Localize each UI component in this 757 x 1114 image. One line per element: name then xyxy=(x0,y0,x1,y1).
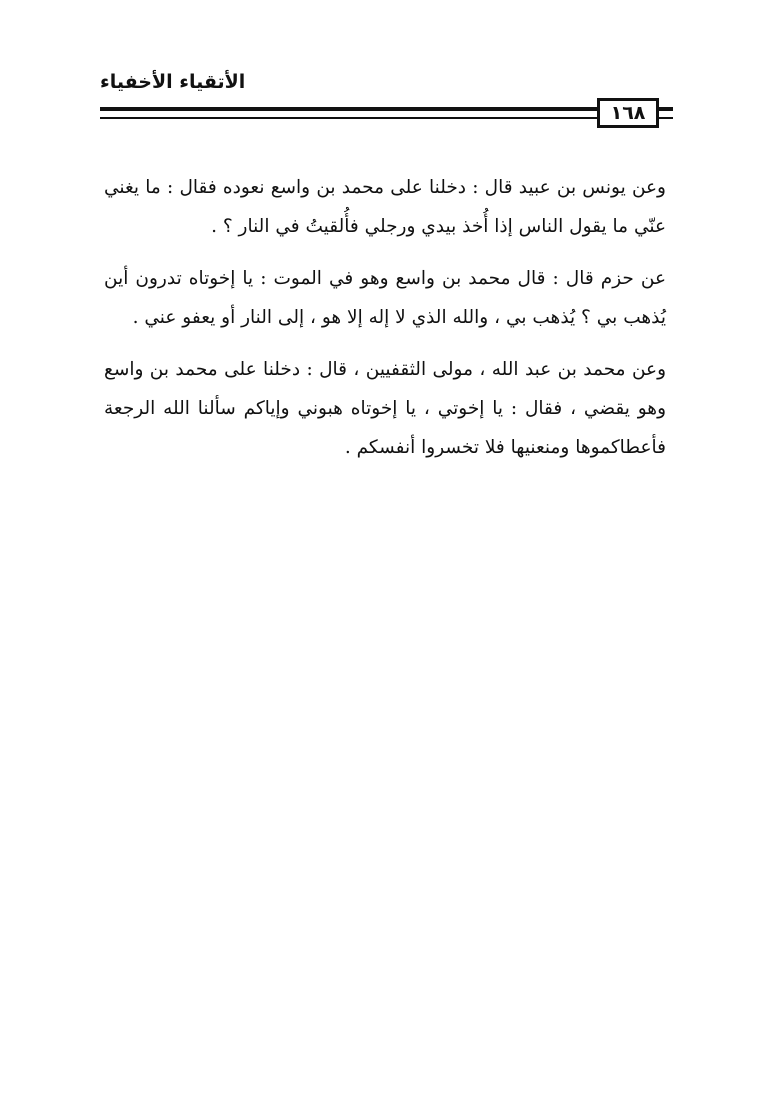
running-title: الأتقياء الأخفياء xyxy=(100,71,246,93)
header-rule-tail-thick xyxy=(659,107,673,111)
paragraph-1: وعن يونس بن عبيد قال : دخلنا على محمد بن واسع نعوده فقال : ما يغني عنّي ما يقول الناس إذا أُخذ بيدي ورجلي فأُلقيتُ في النار ؟ . xyxy=(104,177,666,237)
header-rule-thick xyxy=(100,107,597,111)
page-number: ١٦٨ xyxy=(597,98,659,128)
body-text xyxy=(104,168,666,480)
paragraph-2: عن حزم قال : قال محمد بن واسع وهو في الموت : يا إخوتاه تدرون أين يُذهب بي ؟ يُذهب بي ، والله الذي لا إله إلا هو ، إلى النار أو يعفو عني . xyxy=(104,268,666,328)
header-rule-tail-thin xyxy=(659,117,673,119)
paragraph-3: وعن محمد بن عبد الله ، مولى الثقفيين ، قال : دخلنا على محمد بن واسع وهو يقضي ، فقال : يا إخوتي ، يا إخوتاه هبوني وإياكم سألنا الله الرجعة فأعطاكموها ومنعنيها فلا تخسروا أنفسكم . xyxy=(104,359,666,458)
header-rule-thin xyxy=(100,117,597,119)
